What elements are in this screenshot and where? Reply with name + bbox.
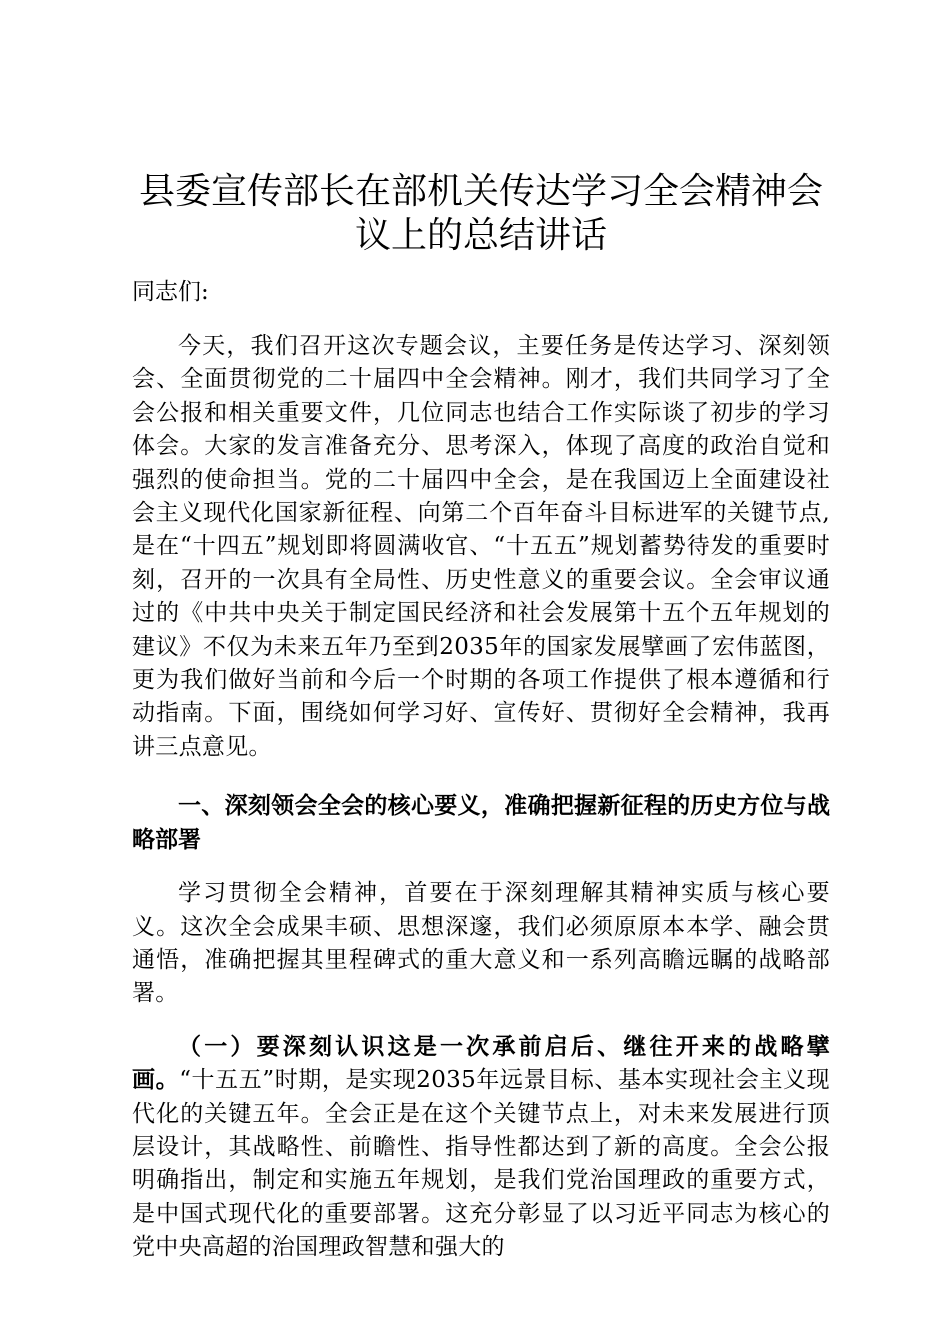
subsection-1-paragraph <box>132 1031 830 1265</box>
intro-paragraph: 今天，我们召开这次专题会议，主要任务是传达学习、深刻领会、全面贯彻党的二十届四中全会精神。刚才，我们共同学习了全会公报和相关重要文件，几位同志也结合工作实际谈了初步的学习体会。大家的发言准备充分、思考深入，体现了高度的政治自觉和强烈的使命担当。党的二十届四中全会，是在我国迈上全面建设社会主义现代化国家新征程、向第二个百年奋斗目标进军的关键节点,是在“十四五”规划即将圆满收官、“十五五”规划蓄势待发的重要时刻，召开的一次具有全局性、历史性意义的重要会议。全会审议通过的《中共中央关于制定国民经济和社会发展第十五个五年规划的建议》不仅为未来五年乃至到2035年的国家发展擘画了宏伟蓝图，更为我们做好当前和今后一个时期的各项工作提供了根本遵循和行动指南。下面，围绕如何学习好、宣传好、贯彻好全会精神，我再讲三点意见。 <box>132 333 830 760</box>
document-title: 县委宣传部长在部机关传达学习全会精神会议上的总结讲话 <box>138 171 823 256</box>
section-1-paragraph: 学习贯彻全会精神，首要在于深刻理解其精神实质与核心要义。这次全会成果丰硕、思想深邃，我们必须原原本本学、融会贯通悟，准确把握其里程碑式的重大意义和一系列高瞻远瞩的战略部署。 <box>132 880 830 1007</box>
document-body <box>132 170 830 1265</box>
subsection-1-body: “十五五”时期，是实现2035年远景目标、基本实现社会主义现代化的关键五年。全会正是在这个关键节点上，对未来发展进行顶层设计，其战略性、前瞻性、指导性都达到了新的高度。全会公报明确指出，制定和实施五年规划，是我们党治国理政的重要方式，是中国式现代化的重要部署。这充分彰显了以习近平同志为核心的党中央高超的治国理政智慧和强大的 <box>132 1067 830 1261</box>
salutation: 同志们: <box>132 279 209 305</box>
section-1-heading: 一、深刻领会全会的核心要义，准确把握新征程的历史方位与战略部署 <box>132 793 830 853</box>
subsection-1-heading: （一）要深刻认识这是一次承前启后、继往开来的战略擘画。 <box>132 1033 830 1094</box>
